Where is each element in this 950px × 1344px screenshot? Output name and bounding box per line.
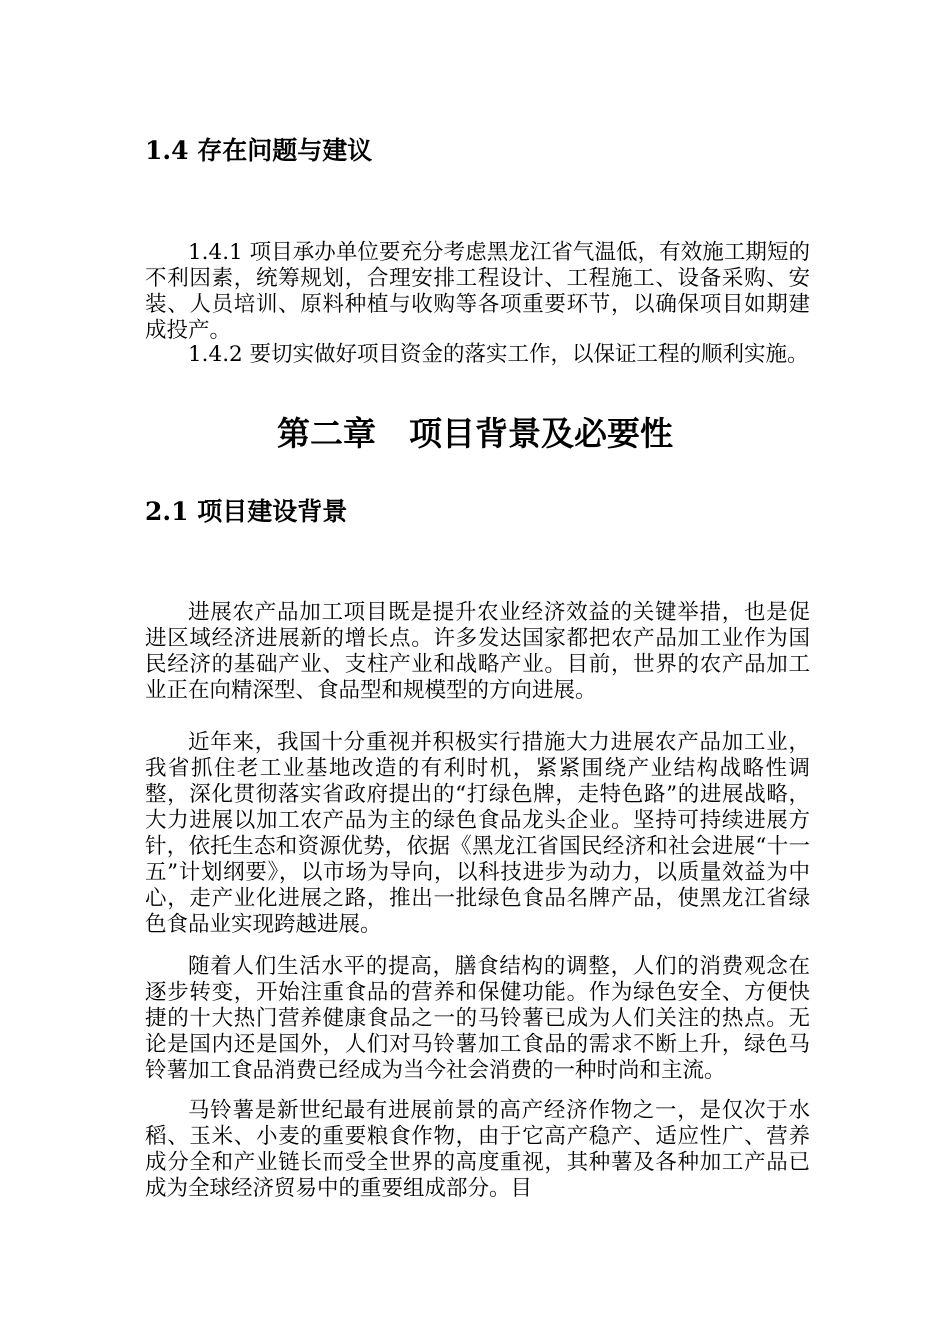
chapter-title: 第二章 项目背景及必要性 <box>277 414 673 453</box>
section-heading-2-1: 2.1 项目建设背景 <box>145 497 348 526</box>
paragraph-2-1-d: 马铃薯是新世纪最有进展前景的高产经济作物之一，是仅次于水稻、玉米、小麦的重要粮食作物，由于它高产稳产、适应性广、营养成分全和产业链长而受全世界的高度重视，其种薯及各种加工产品已成为全球经济贸易中的重要组成部分。目 <box>145 1098 810 1201</box>
paragraph-1-4-2: 1.4.2 要切实做好项目资金的落实工作，以保证工程的顺利实施。 <box>188 342 809 367</box>
section-heading-1-4: 1.4 存在问题与建议 <box>145 136 373 165</box>
paragraph-2-1-a: 进展农产品加工项目既是提升农业经济效益的关键举措，也是促进区域经济进展新的增长点。许多发达国家都把农产品加工业作为国民经济的基础产业、支柱产业和战略产业。目前，世界的农产品加工业正在向精深型、食品型和规模型的方向进展。 <box>145 600 810 703</box>
paragraph-1-4-1: 1.4.1 项目承办单位要充分考虑黑龙江省气温低，有效施工期短的不利因素，统筹规划，合理安排工程设计、工程施工、设备采购、安装、人员培训、原料种植与收购等各项重要环节，以确保项目如期建成投产。 <box>145 240 810 343</box>
paragraph-2-1-c: 随着人们生活水平的提高，膳食结构的调整，人们的消费观念在逐步转变，开始注重食品的营养和保健功能。作为绿色安全、方便快捷的十大热门营养健康食品之一的马铃薯已成为人们关注的热点。无论是国内还是国外，人们对马铃薯加工食品的需求不断上升，绿色马铃薯加工食品消费已经成为当今社会消费的一种时尚和主流。 <box>145 954 810 1083</box>
paragraph-2-1-b: 近年来，我国十分重视并积极实行措施大力进展农产品加工业，我省抓住老工业基地改造的有利时机，紧紧围绕产业结构战略性调整，深化贯彻落实省政府提出的“打绿色牌，走特色路”的进展战略，大力进展以加工农产品为主的绿色食品龙头企业。坚持可持续进展方针，依托生态和资源优势，依据《黑龙江省国民经济和社会进展“十一五”计划纲要》，以市场为导向，以科技进步为动力，以质量效益为中心，走产业化进展之路，推出一批绿色食品名牌产品，使黑龙江省绿色食品业实现跨越进展。 <box>145 730 810 937</box>
